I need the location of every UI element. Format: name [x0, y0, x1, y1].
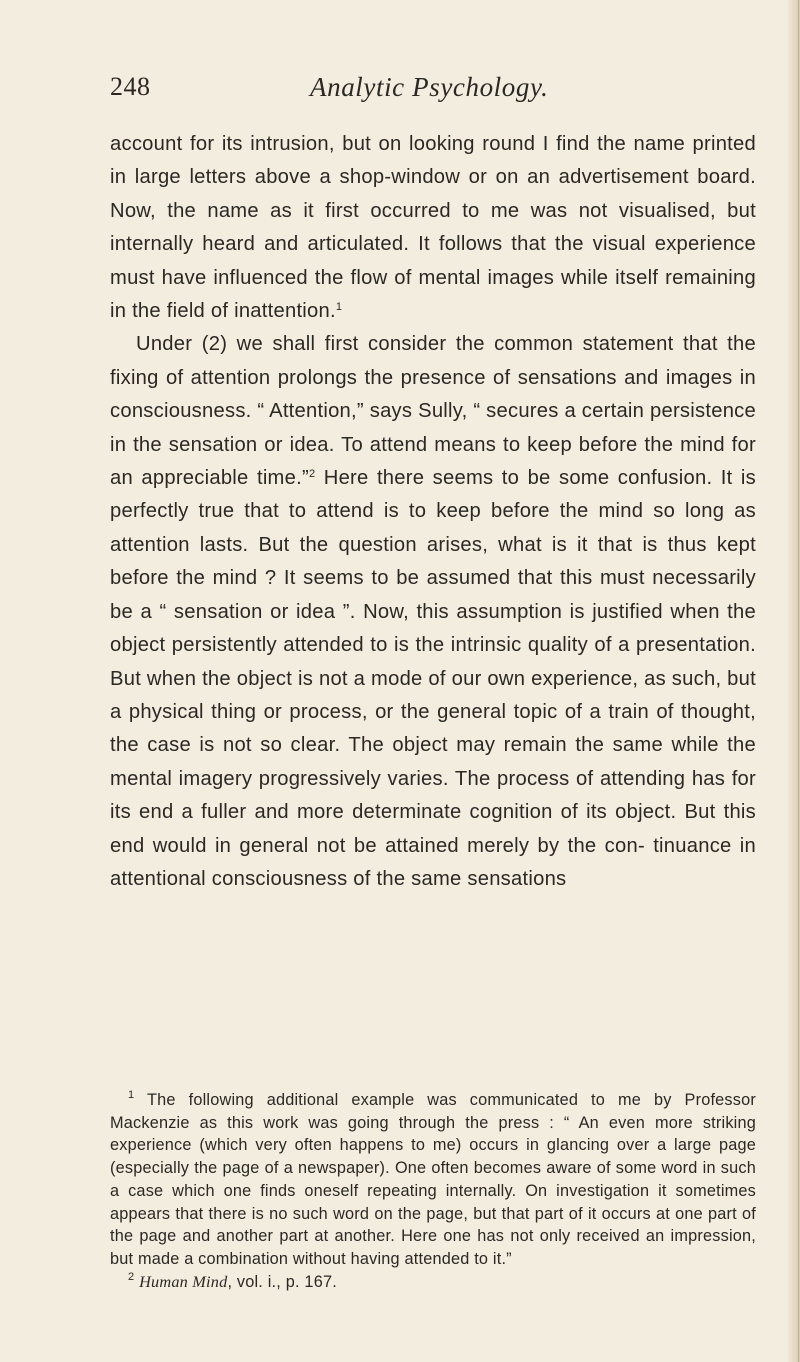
footnote-1-text: The following additional example was communicated to me by Professor Mackenzie as this work was going through the press : “ An even more striking experience (which very often happens to me) occurs in glancing over a large page (especially the page of a newspaper). One often becomes aware of some word in such a case which one finds oneself repeating internally. On investigation it sometimes appears that there is no such word on the page, but that part of it occurs at one part of the page and another part at another. Here one has not only received an impression, but made a combination without having attended to it.” — [110, 1091, 756, 1268]
body-text — [110, 128, 756, 896]
running-title: Analytic Psychology. — [310, 72, 549, 102]
paragraph-2-text-a: Under (2) we shall first consider the common statement that the fixing of attention prolongs the presence of sensations and images in consciousness. “ Attention,” says Sully, “ secures a certain persistence in the sensation or idea. To attend means to keep before the mind for an appreciable time.” — [110, 333, 756, 490]
paragraph-2-text-b: Here there seems to be some confusion. It is perfectly true that to attend is to keep before the mind so long as attention lasts. But the question arises, what is it that is thus kept before the mind ? It seems to be assumed that this must necessarily be a “ sensation or idea ”. Now, this assumption is justified when the object persistently attended to is the intrinsic quality of a presentation. But when the object is not a mode of our own experience, as such, but a physical thing or process, or the general topic of a train of thought, the case is not so clear. The object may remain the same while the mental imagery progressively varies. The process of attending has for its end a fuller and more determinate cognition of its object. But this end would in general not be attained merely by the con- tinuance in attentional consciousness of the same sensations — [110, 467, 756, 890]
footnote-2 — [110, 1271, 756, 1294]
footnote-ref-1: 1 — [335, 301, 343, 314]
running-head — [110, 72, 690, 108]
footnote-1-marker: 1 — [128, 1089, 135, 1101]
page-edge-line — [798, 0, 799, 1362]
footnote-2-marker: 2 — [128, 1270, 135, 1283]
paragraph-2 — [110, 328, 756, 896]
footnotes — [110, 1089, 756, 1293]
footnote-2-source: Human Mind — [139, 1271, 228, 1291]
paragraph-1-text: account for its intrusion, but on looking round I find the name printed in large letters above a shop-window or on an advertisement board. Now, the name as it first occurred to me was not visualised, but internally heard and articulated. It follows that the visual experience must have influenced the flow of mental images while itself remaining in the field of inattention. — [110, 133, 756, 323]
page-number: 248 — [110, 72, 151, 101]
footnote-2-rest: , vol. i., p. 167. — [227, 1272, 337, 1291]
paragraph-1 — [110, 128, 756, 328]
footnote-ref-2: 2 — [308, 468, 316, 481]
footnote-1 — [110, 1089, 756, 1271]
